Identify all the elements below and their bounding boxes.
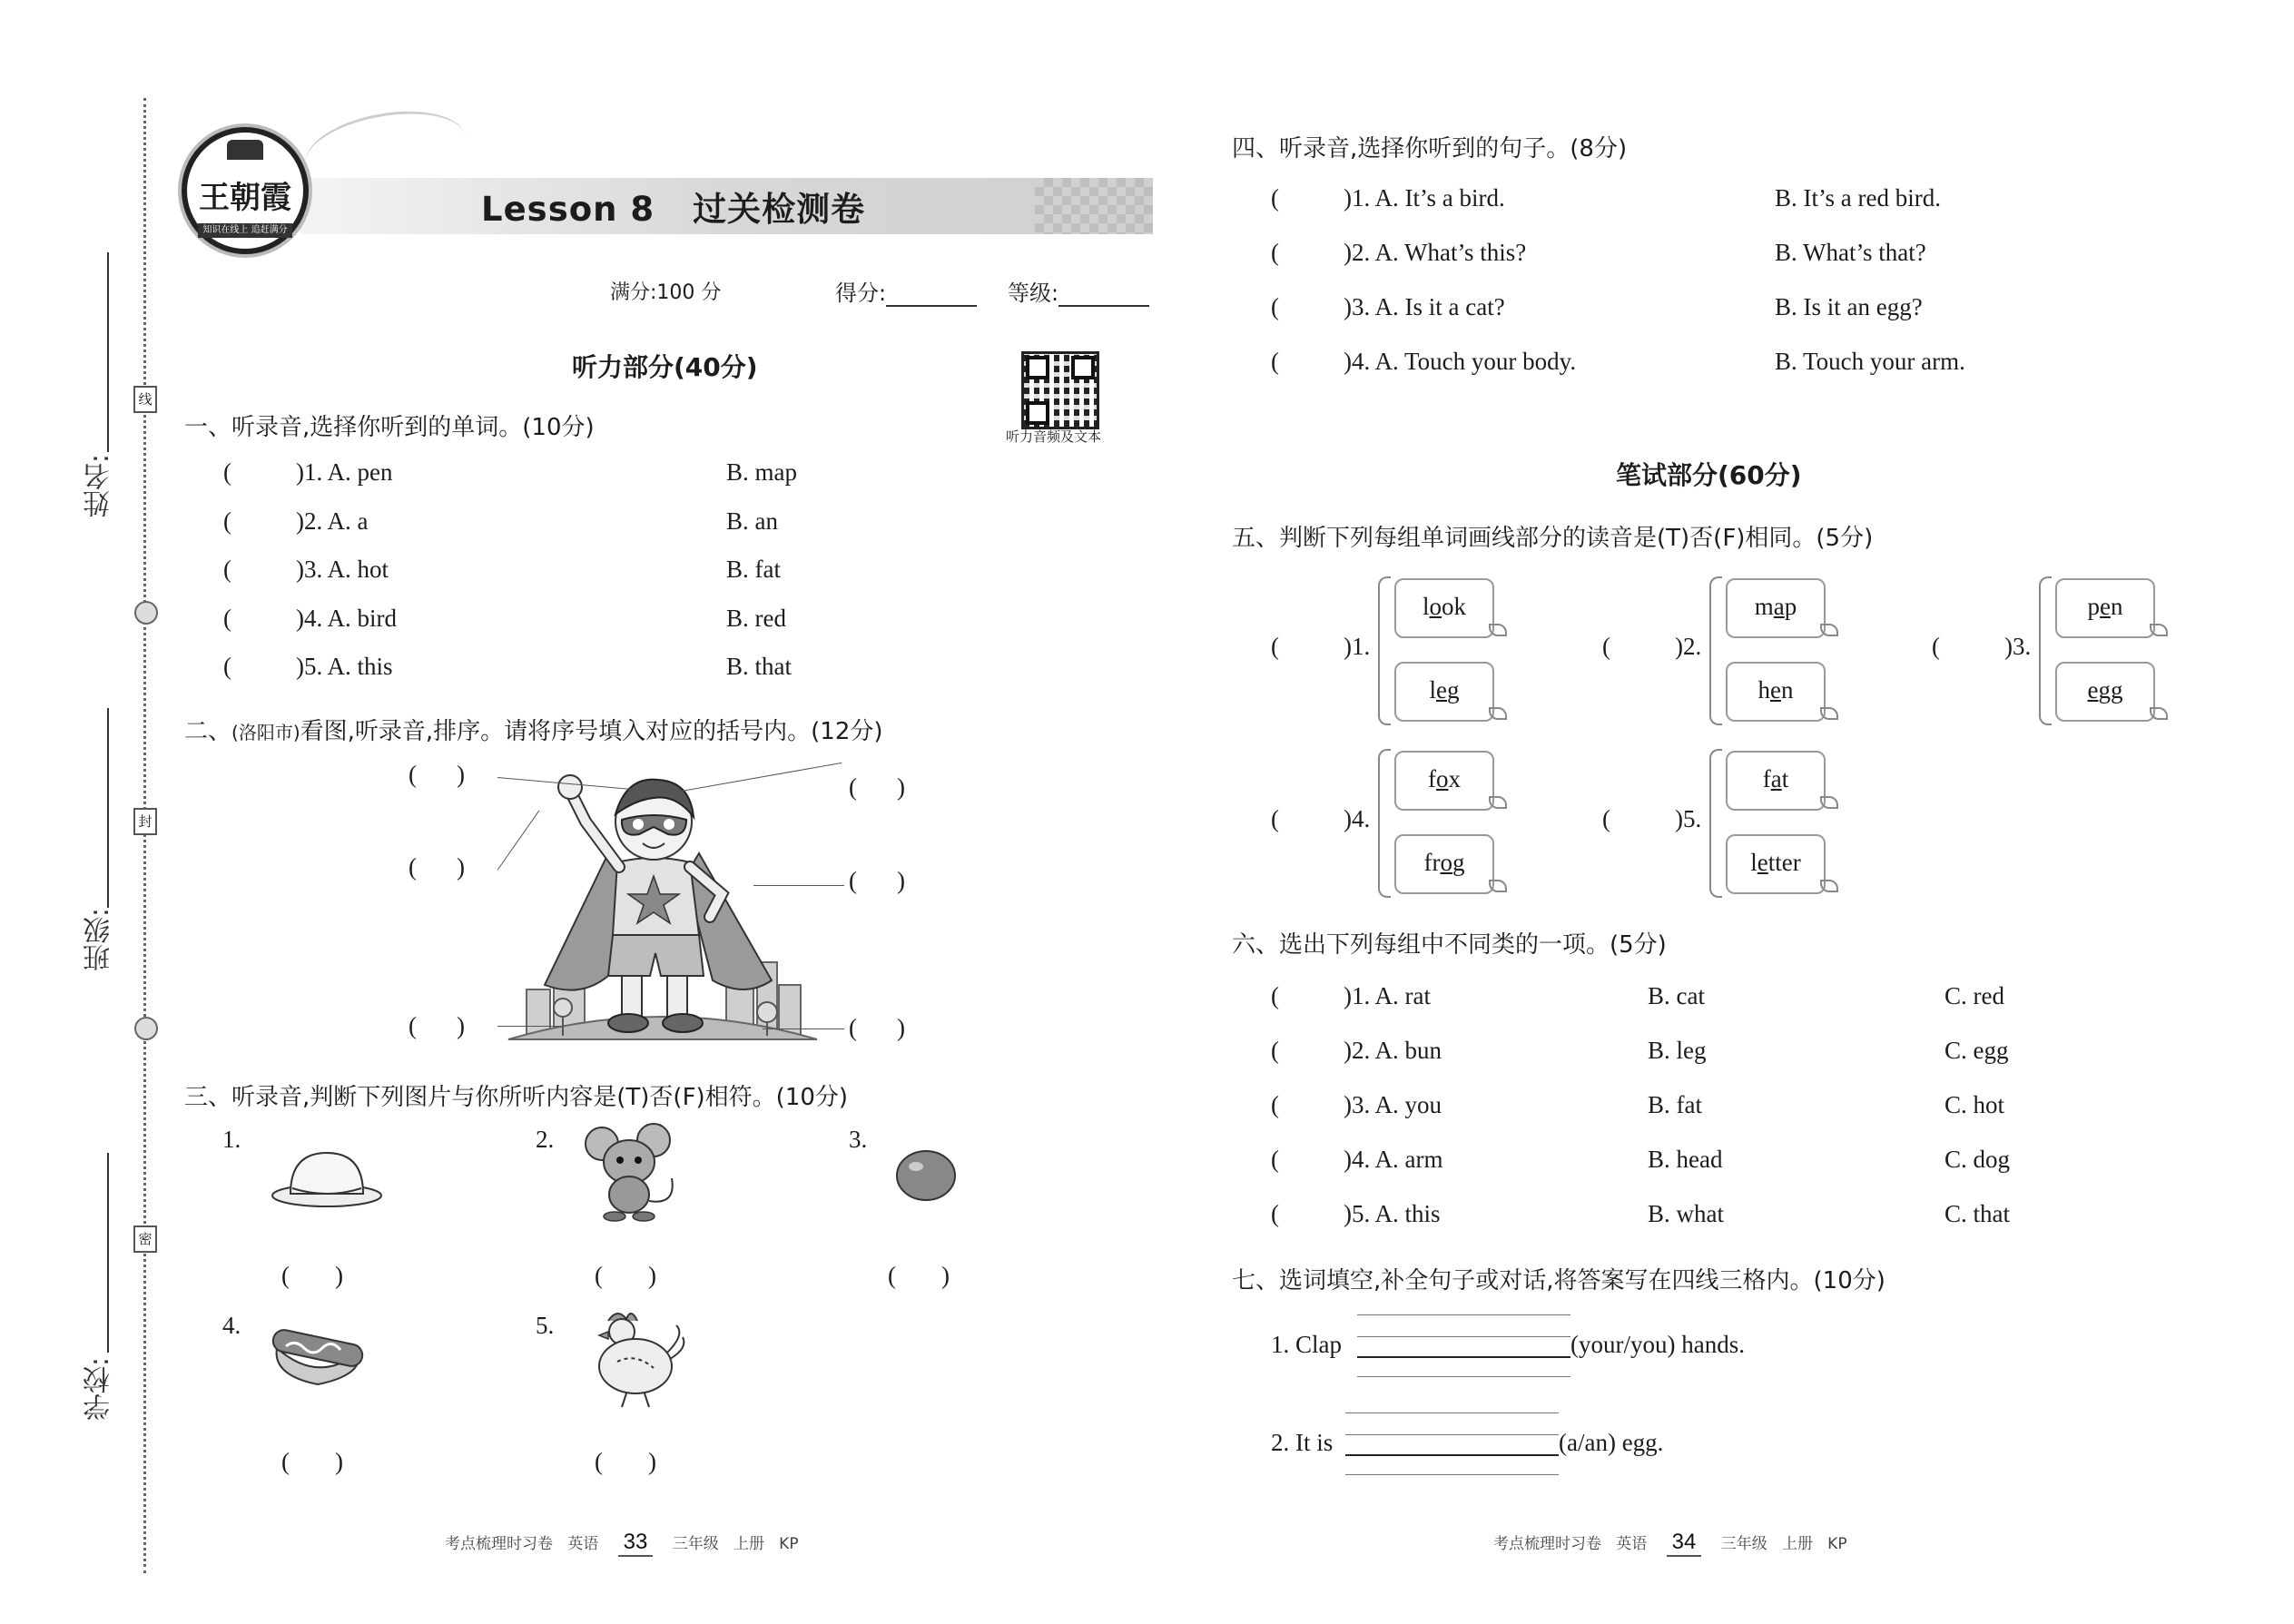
s7-question-1-post: (your/you) hands.: [1570, 1331, 1745, 1358]
answer-bracket[interactable]: (: [1271, 1146, 1279, 1173]
s7-question-1-pre: 1. Clap: [1271, 1331, 1342, 1358]
four-line-grid-top: [1345, 1412, 1559, 1413]
seal-mark-mi: 密: [133, 1225, 157, 1253]
group-number: )1.: [1344, 633, 1371, 660]
section-4-heading: 四、听录音,选择你听到的句子。(8分): [1232, 135, 1628, 162]
page-title: Lesson 8 过关检测卷: [481, 190, 866, 229]
qr-caption: 听力音频及文本: [1006, 428, 1102, 445]
option-b: B. map: [726, 458, 797, 486]
answer-bracket-5[interactable]: ( ): [595, 1448, 656, 1475]
answer-bracket-4[interactable]: ( ): [849, 867, 905, 894]
option-b: B. an: [726, 507, 778, 535]
answer-bracket[interactable]: (: [1271, 1091, 1279, 1118]
option-a: )1. A. rat: [1344, 982, 1431, 1009]
answer-bracket-6[interactable]: ( ): [849, 1014, 905, 1041]
option-a: )4. A. bird: [296, 604, 397, 632]
answer-bracket[interactable]: (: [1932, 633, 1940, 660]
picture-number-1: 1.: [222, 1126, 241, 1153]
leaf-icon: [1820, 796, 1838, 809]
s7-answer-2-field[interactable]: [1345, 1454, 1559, 1456]
option-c: C. dog: [1944, 1146, 2011, 1173]
section-7-heading: 七、选词填空,补全句子或对话,将答案写在四线三格内。(10分): [1232, 1267, 1885, 1294]
answer-bracket-1[interactable]: ( ): [281, 1262, 343, 1289]
writing-heading: 笔试部分(60分): [1616, 460, 1802, 490]
leaf-icon: [1820, 707, 1838, 720]
answer-bracket[interactable]: (: [1271, 1037, 1279, 1064]
section-1-heading: 一、听录音,选择你听到的单词。(10分): [184, 414, 595, 441]
option-b: B. cat: [1648, 982, 1705, 1009]
school-line: [107, 1153, 109, 1353]
option-a: )4. A. arm: [1344, 1146, 1443, 1173]
hat-icon: [268, 1148, 386, 1212]
four-line-grid-line: [1345, 1434, 1559, 1435]
option-a: )3. A. hot: [296, 556, 389, 583]
answer-bracket-2[interactable]: ( ): [595, 1262, 656, 1289]
word-card-2: letter: [1726, 834, 1826, 894]
answer-bracket[interactable]: (: [1271, 348, 1279, 375]
seal-dot-icon: [134, 1017, 158, 1040]
answer-bracket-5[interactable]: ( ): [409, 1012, 465, 1039]
leaf-icon: [1820, 880, 1838, 892]
option-a: )5. A. this: [296, 653, 393, 680]
section-3-heading: 三、听录音,判断下列图片与你所听内容是(T)否(F)相符。(10分): [184, 1084, 849, 1111]
s7-question-2-pre: 2. It is: [1271, 1429, 1334, 1456]
hen-icon: [581, 1303, 685, 1412]
group-number: )4.: [1344, 805, 1371, 832]
group-number: )5.: [1675, 805, 1702, 832]
brace-icon: [1709, 749, 1722, 898]
mouse-icon: [576, 1124, 685, 1224]
option-a: )2. A. What’s this?: [1344, 239, 1527, 266]
brace-icon: [1709, 576, 1722, 725]
answer-bracket[interactable]: (: [223, 604, 231, 632]
word-card-2: hen: [1726, 662, 1826, 722]
answer-bracket-3[interactable]: ( ): [888, 1262, 950, 1289]
answer-bracket-2[interactable]: ( ): [849, 773, 905, 801]
option-c: C. red: [1944, 982, 2004, 1009]
answer-bracket[interactable]: (: [1271, 805, 1279, 832]
option-a: )1. A. pen: [296, 458, 393, 486]
option-b: B. Is it an egg?: [1775, 293, 1923, 320]
brace-icon: [2039, 576, 2052, 725]
option-b: B. leg: [1648, 1037, 1707, 1064]
answer-bracket[interactable]: (: [1271, 293, 1279, 320]
word-card-1: fox: [1394, 751, 1494, 811]
option-a: )2. A. a: [296, 507, 369, 535]
brand-logo: 王朝霞 知识在线上 追赶满分: [182, 127, 309, 254]
answer-bracket[interactable]: (: [1271, 1200, 1279, 1227]
option-a: )2. A. bun: [1344, 1037, 1442, 1064]
group-number: )2.: [1675, 633, 1702, 660]
crown-icon: [227, 140, 263, 160]
seal-mark-xian: 线: [133, 386, 157, 413]
option-b: B. Touch your arm.: [1775, 348, 1965, 375]
answer-bracket[interactable]: (: [223, 507, 231, 535]
option-b: B. fat: [1648, 1091, 1702, 1118]
listening-heading: 听力部分(40分): [572, 352, 758, 382]
option-b: B. red: [726, 604, 786, 632]
option-a: )4. A. Touch your body.: [1344, 348, 1577, 375]
answer-bracket-4[interactable]: ( ): [281, 1448, 343, 1475]
class-label: 班级:: [84, 908, 115, 972]
option-b: B. what: [1648, 1200, 1724, 1227]
banner-checker-pattern: [1035, 178, 1153, 234]
section-2-heading: 二、(洛阳市)看图,听录音,排序。请将序号填入对应的括号内。(12分): [184, 718, 883, 745]
brace-icon: [1378, 749, 1391, 898]
section-6-heading: 六、选出下列每组中不同类的一项。(5分): [1232, 931, 1667, 959]
page-number: 34: [1667, 1530, 1702, 1557]
four-line-grid-bottom: [1357, 1376, 1570, 1377]
superhero-boy-illustration: [508, 767, 817, 1048]
leaf-icon: [1489, 880, 1507, 892]
binding-dotted-line: [143, 98, 146, 1573]
qr-code-icon: [1021, 351, 1099, 429]
page-number: 33: [618, 1530, 654, 1557]
option-b: B. fat: [726, 556, 781, 583]
answer-bracket[interactable]: (: [223, 458, 231, 486]
word-card-2: frog: [1394, 834, 1494, 894]
group-number: )3.: [2004, 633, 2032, 660]
word-card-1: fat: [1726, 751, 1826, 811]
leaf-icon: [2150, 707, 2168, 720]
option-c: C. hot: [1944, 1091, 2005, 1118]
answer-bracket[interactable]: (: [1271, 184, 1279, 212]
answer-bracket-1[interactable]: ( ): [409, 761, 465, 788]
full-score: 满分:100 分: [610, 281, 722, 304]
leader-line-leg: [497, 1026, 561, 1027]
grade-field: 等级:: [1008, 275, 1149, 307]
word-card-2: egg: [2055, 662, 2155, 722]
answer-bracket[interactable]: (: [223, 653, 231, 680]
picture-number-2: 2.: [536, 1126, 555, 1153]
class-line: [107, 708, 109, 908]
option-c: C. that: [1944, 1200, 2010, 1227]
s7-question-2-post: (a/an) egg.: [1559, 1429, 1664, 1456]
answer-bracket[interactable]: (: [1271, 633, 1279, 660]
word-card-1: look: [1394, 578, 1494, 638]
word-card-1: map: [1726, 578, 1826, 638]
word-card-1: pen: [2055, 578, 2155, 638]
score-field: 得分:: [835, 275, 977, 307]
picture-number-3: 3.: [849, 1126, 868, 1153]
option-a: )3. A. Is it a cat?: [1344, 293, 1505, 320]
hotdog-icon: [268, 1321, 368, 1389]
four-line-grid-bottom: [1345, 1474, 1559, 1475]
answer-bracket[interactable]: (: [1271, 982, 1279, 1009]
option-a: )3. A. you: [1344, 1091, 1442, 1118]
footer-right: 考点梳理时习卷 英语 34 三年级 上册 KP: [1493, 1530, 1847, 1557]
name-line: [107, 252, 109, 452]
answer-bracket[interactable]: (: [1602, 633, 1610, 660]
answer-bracket-3[interactable]: ( ): [409, 853, 465, 881]
brace-icon: [1378, 576, 1391, 725]
option-c: C. egg: [1944, 1037, 2009, 1064]
answer-bracket[interactable]: (: [223, 556, 231, 583]
section-5-heading: 五、判断下列每组单词画线部分的读音是(T)否(F)相同。(5分): [1232, 525, 1874, 552]
four-line-grid-line: [1357, 1336, 1570, 1337]
option-b: B. that: [726, 653, 792, 680]
school-label: 学校:: [84, 1357, 115, 1422]
word-card-2: leg: [1394, 662, 1494, 722]
name-label: 姓名:: [84, 454, 115, 518]
option-b: B. head: [1648, 1146, 1723, 1173]
option-a: )1. A. It’s a bird.: [1344, 184, 1505, 212]
option-b: B. What’s that?: [1775, 239, 1926, 266]
leaf-icon: [1489, 796, 1507, 809]
four-line-grid-top: [1357, 1314, 1570, 1315]
leaf-icon: [1820, 624, 1838, 636]
picture-number-4: 4.: [222, 1312, 241, 1339]
leader-line-hand: [753, 885, 844, 886]
answer-bracket[interactable]: (: [1271, 239, 1279, 266]
leaf-icon: [2150, 624, 2168, 636]
s7-answer-1-field[interactable]: [1357, 1356, 1570, 1358]
leaf-icon: [1489, 624, 1507, 636]
egg-icon: [894, 1148, 958, 1203]
answer-bracket[interactable]: (: [1602, 805, 1610, 832]
leaf-icon: [1489, 707, 1507, 720]
option-b: B. It’s a red bird.: [1775, 184, 1941, 212]
option-a: )5. A. this: [1344, 1200, 1441, 1227]
picture-number-5: 5.: [536, 1312, 555, 1339]
seal-mark-feng: 封: [133, 808, 157, 835]
footer-left: 考点梳理时习卷 英语 33 三年级 上册 KP: [445, 1530, 799, 1557]
seal-dot-icon: [134, 601, 158, 625]
